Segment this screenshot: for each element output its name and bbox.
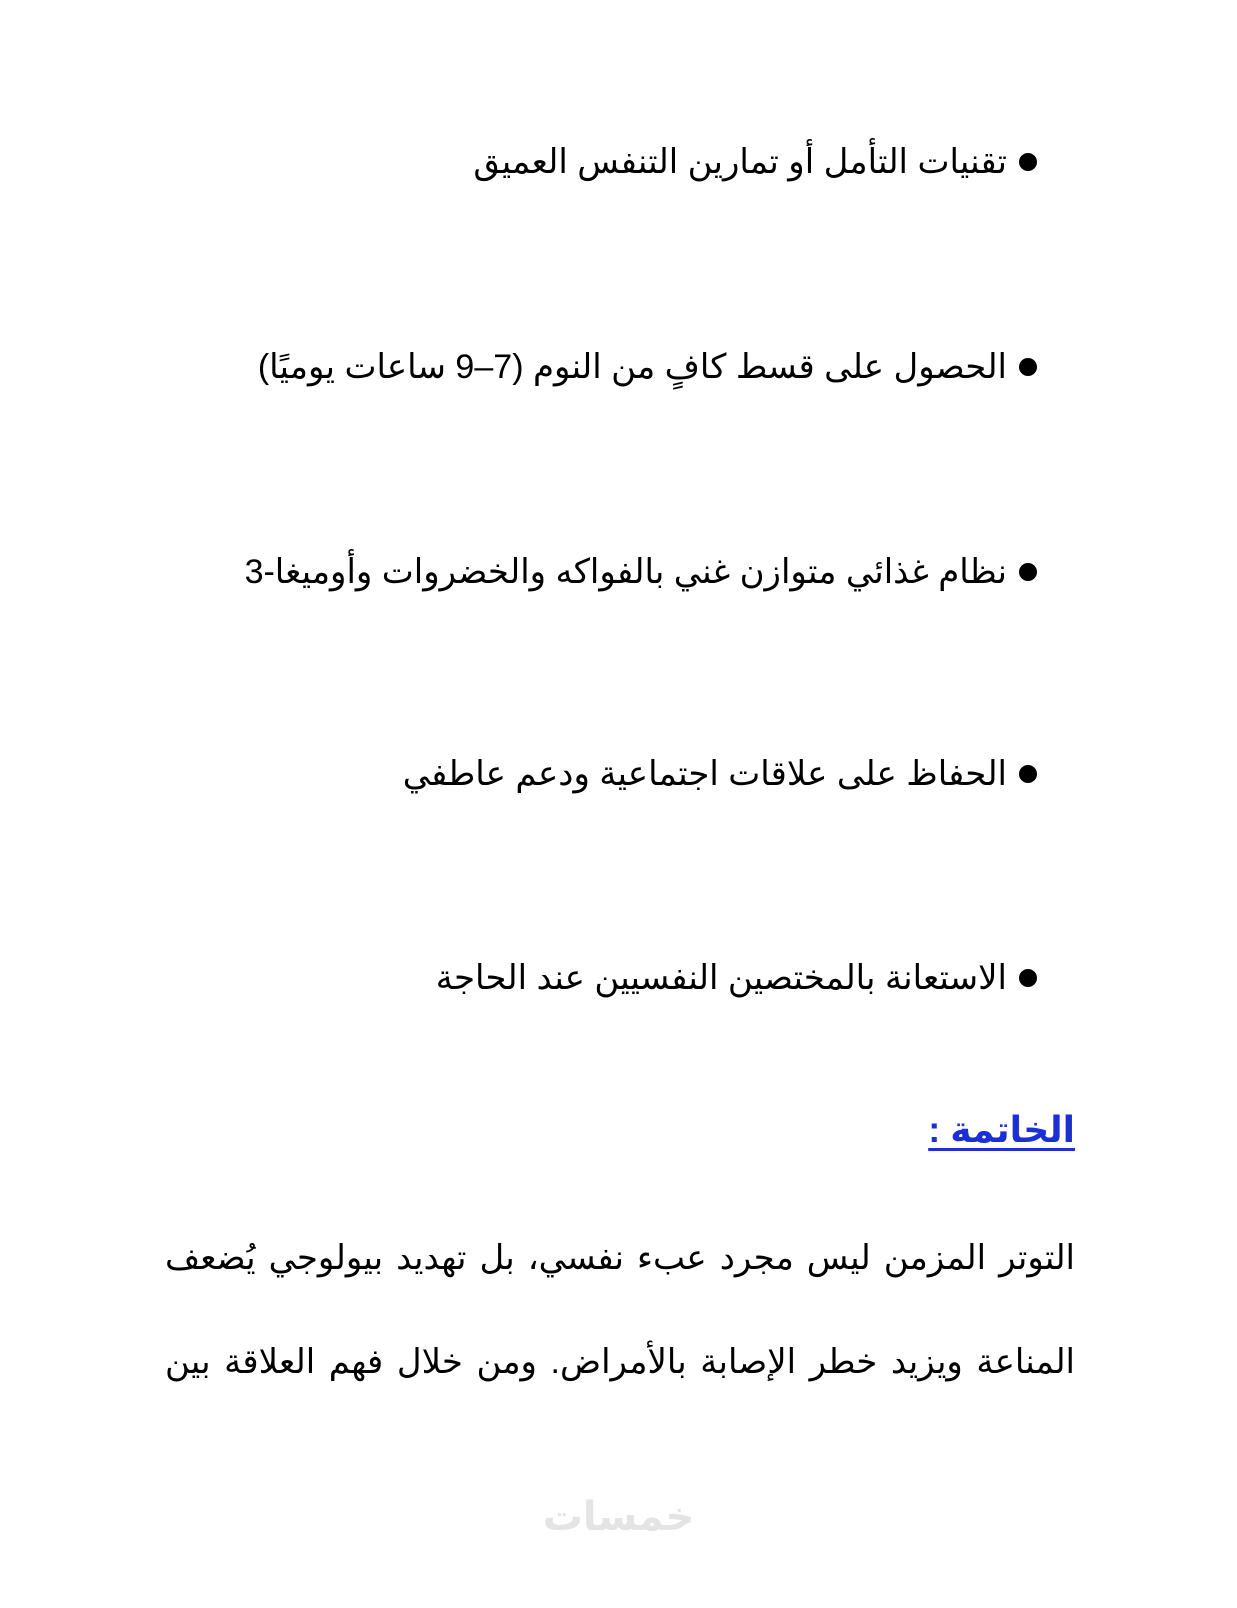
bullet-item (137, 550, 1037, 594)
conclusion-paragraph-line: التوتر المزمن ليس مجرد عبء نفسي، بل تهديد بيولوجي يُضعف (165, 1239, 1075, 1277)
bullet-item (137, 345, 1037, 389)
bullet-text: الحصول على قسط كافٍ من النوم (7–9 ساعات يوميًا) (257, 348, 1007, 386)
bullet-item (137, 140, 1037, 184)
bullet-text: الاستعانة بالمختصين النفسيين عند الحاجة (435, 959, 1007, 997)
bullet-item (137, 956, 1037, 1000)
bullet-dot-icon (1019, 563, 1037, 581)
conclusion-heading: الخاتمة : (928, 1109, 1075, 1150)
watermark-logo: خمسات (542, 1495, 695, 1539)
bullet-dot-icon (1019, 153, 1037, 171)
bullet-text: الحفاظ على علاقات اجتماعية ودعم عاطفي (402, 755, 1007, 793)
conclusion-paragraph-line: المناعة ويزيد خطر الإصابة بالأمراض. ومن خلال فهم العلاقة بين (165, 1343, 1075, 1381)
bullet-dot-icon (1019, 969, 1037, 987)
bullet-text: نظام غذائي متوازن غني بالفواكه والخضروات وأوميغا-3 (244, 553, 1007, 591)
bullet-dot-icon (1019, 358, 1037, 376)
bullet-dot-icon (1019, 765, 1037, 783)
bullet-text: تقنيات التأمل أو تمارين التنفس العميق (473, 143, 1007, 181)
bullet-item (137, 752, 1037, 796)
